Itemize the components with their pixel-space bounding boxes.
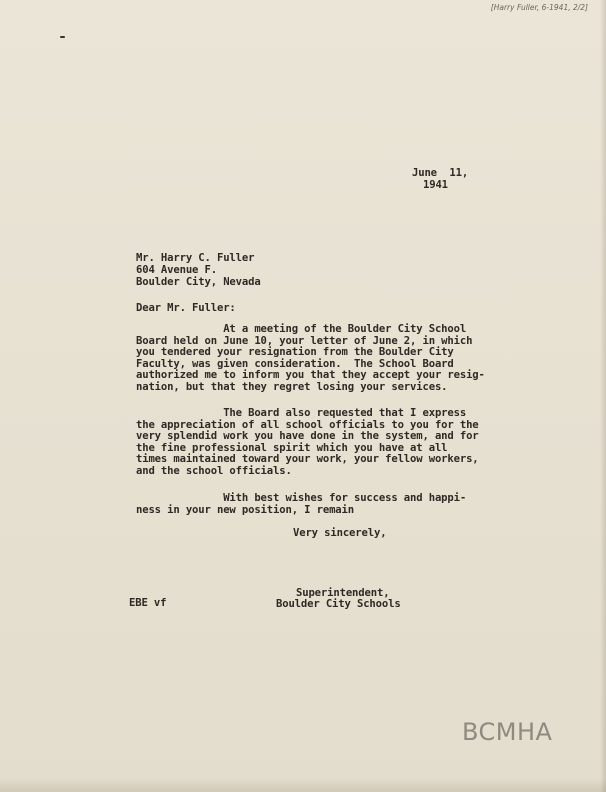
ink-mark [60, 36, 65, 38]
signature-organization: Boulder City Schools [276, 598, 401, 610]
page-edge-shadow-right [600, 0, 606, 792]
body-paragraph-3: With best wishes for success and happi- ness in your new position, I remain [136, 492, 467, 516]
salutation: Dear Mr. Fuller: [136, 302, 236, 314]
archive-watermark: BCMHA [462, 718, 553, 746]
archive-annotation: [Harry Fuller, 6-1941, 2/2] [490, 3, 588, 12]
signature-title: Superintendent, [296, 587, 390, 599]
recipient-city: Boulder City, Nevada [136, 276, 261, 288]
body-paragraph-1: At a meeting of the Boulder City School Board held on June 10, your letter of June 2, in which you tendered your resignation from the Boulder City Faculty, was given consideration. The School Board authorized me to inform you that they accept your resig- nation, but that they regret losing your services. [136, 323, 485, 393]
typist-initials: EBE vf [129, 597, 167, 609]
date-month-day: June 11, [412, 167, 469, 179]
body-paragraph-2: The Board also requested that I express the appreciation of all school officials to you for the very splendid work you have done in the system, and for the fine professional spirit which you have at all times maintained toward your work, your fellow workers, and the school officials. [136, 407, 479, 477]
recipient-name: Mr. Harry C. Fuller [136, 252, 255, 264]
page-edge-shadow-bottom [0, 778, 606, 792]
recipient-street: 604 Avenue F. [136, 264, 217, 276]
complimentary-closing: Very sincerely, [293, 527, 387, 539]
date-year: 1941 [423, 179, 448, 191]
